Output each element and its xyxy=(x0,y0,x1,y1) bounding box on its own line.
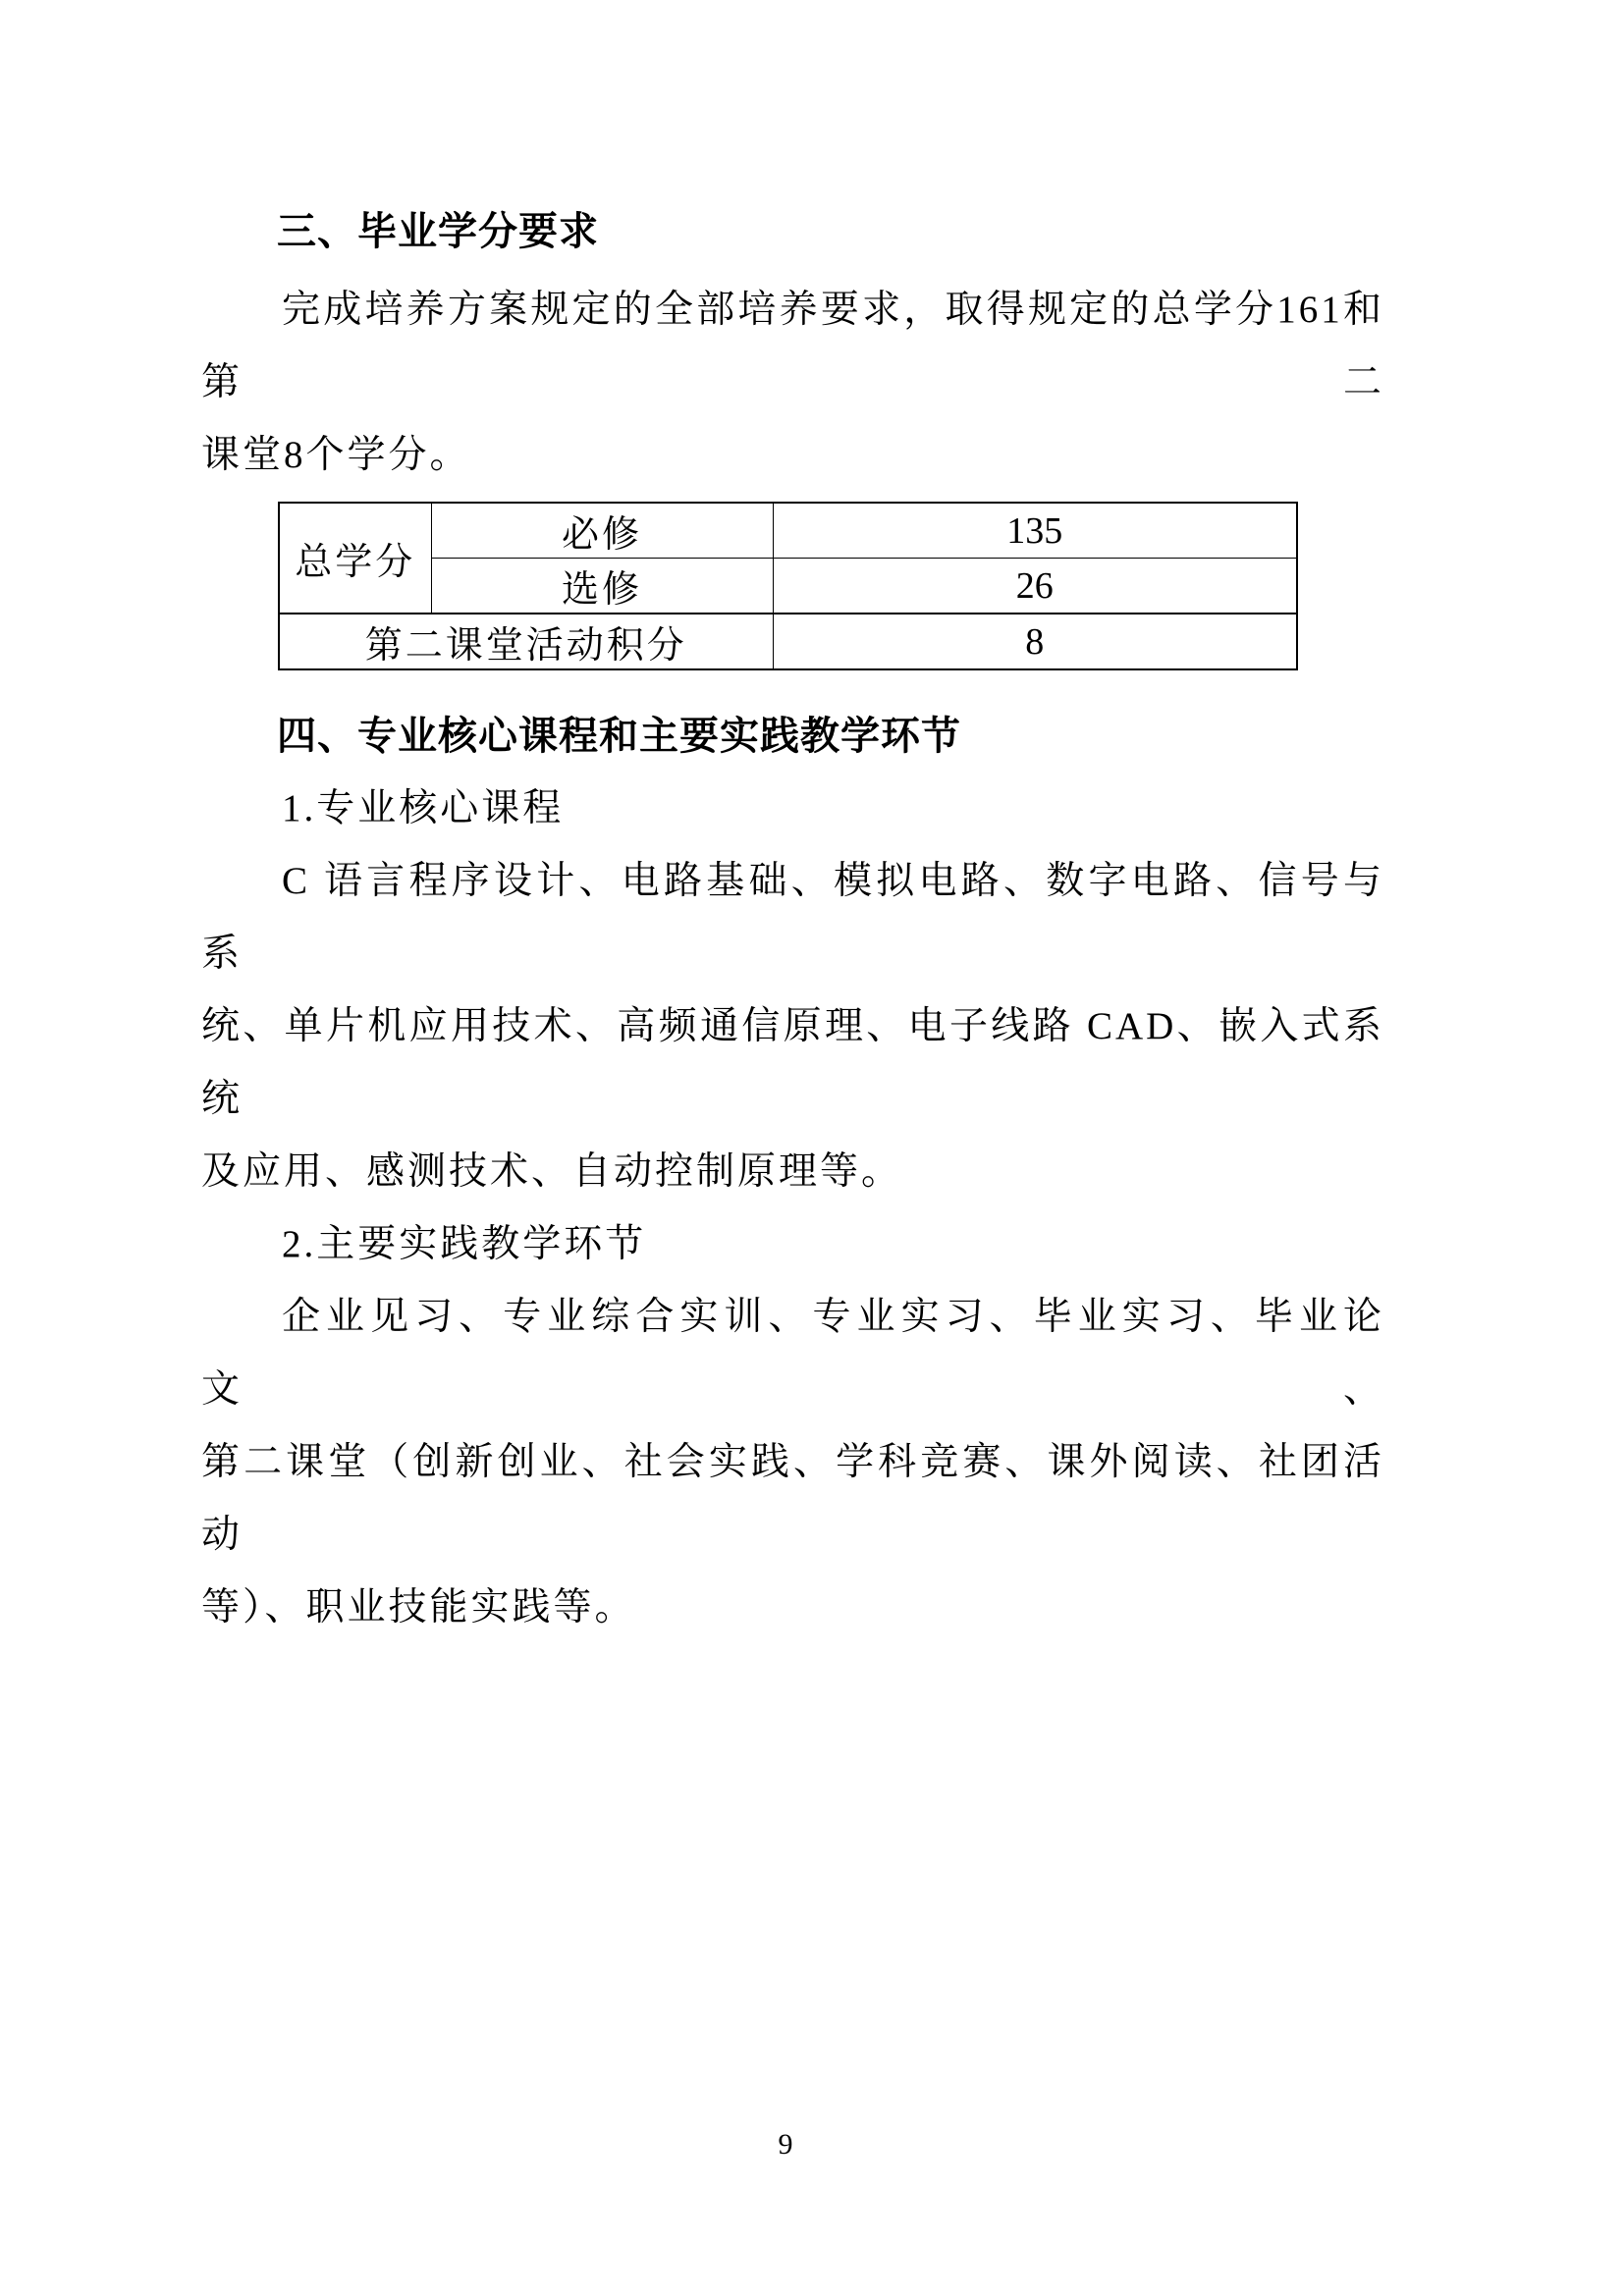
paragraph-line: 企业见习、专业综合实训、专业实习、毕业实习、毕业论文、 xyxy=(201,1296,1384,1411)
practice-teaching-paragraph xyxy=(201,1281,1384,1644)
table-cell-total-credits-label: 总学分 xyxy=(279,503,431,614)
table-cell-elective-value: 26 xyxy=(773,559,1297,614)
paragraph-line: 统、单片机应用技术、高频通信原理、电子线路 CAD、嵌入式系统 xyxy=(201,1005,1384,1120)
document-content xyxy=(201,195,1384,1644)
graduation-paragraph xyxy=(201,274,1384,492)
paragraph-line: 完成培养方案规定的全部培养要求，取得规定的总学分161和第二 xyxy=(201,289,1384,403)
page-number: 9 xyxy=(778,2128,793,2161)
paragraph-line: 及应用、感测技术、自动控制原理等。 xyxy=(201,1150,903,1193)
table-cell-elective-label: 选修 xyxy=(431,559,773,614)
table-cell-second-classroom-label: 第二课堂活动积分 xyxy=(279,614,773,669)
paragraph-line: 课堂8个学分。 xyxy=(201,434,471,476)
paragraph-line: 等）、职业技能实践等。 xyxy=(201,1586,636,1629)
core-courses-paragraph xyxy=(201,845,1384,1208)
subheading-core-courses: 1.专业核心课程 xyxy=(282,787,565,829)
table-cell-second-classroom-value: 8 xyxy=(773,614,1297,669)
table-cell-required-label: 必修 xyxy=(431,503,773,559)
paragraph-line: C 语言程序设计、电路基础、模拟电路、数字电路、信号与系 xyxy=(201,860,1384,975)
table-cell-required-value: 135 xyxy=(773,503,1297,559)
credit-summary-table xyxy=(278,502,1298,670)
paragraph-line: 第二课堂（创新创业、社会实践、学科竞赛、课外阅读、社团活动 xyxy=(201,1441,1384,1556)
section-3-heading: 三、毕业学分要求 xyxy=(277,210,599,253)
section-4-heading: 四、专业核心课程和主要实践教学环节 xyxy=(277,715,961,758)
subheading-practice-teaching: 2.主要实践教学环节 xyxy=(282,1223,647,1265)
